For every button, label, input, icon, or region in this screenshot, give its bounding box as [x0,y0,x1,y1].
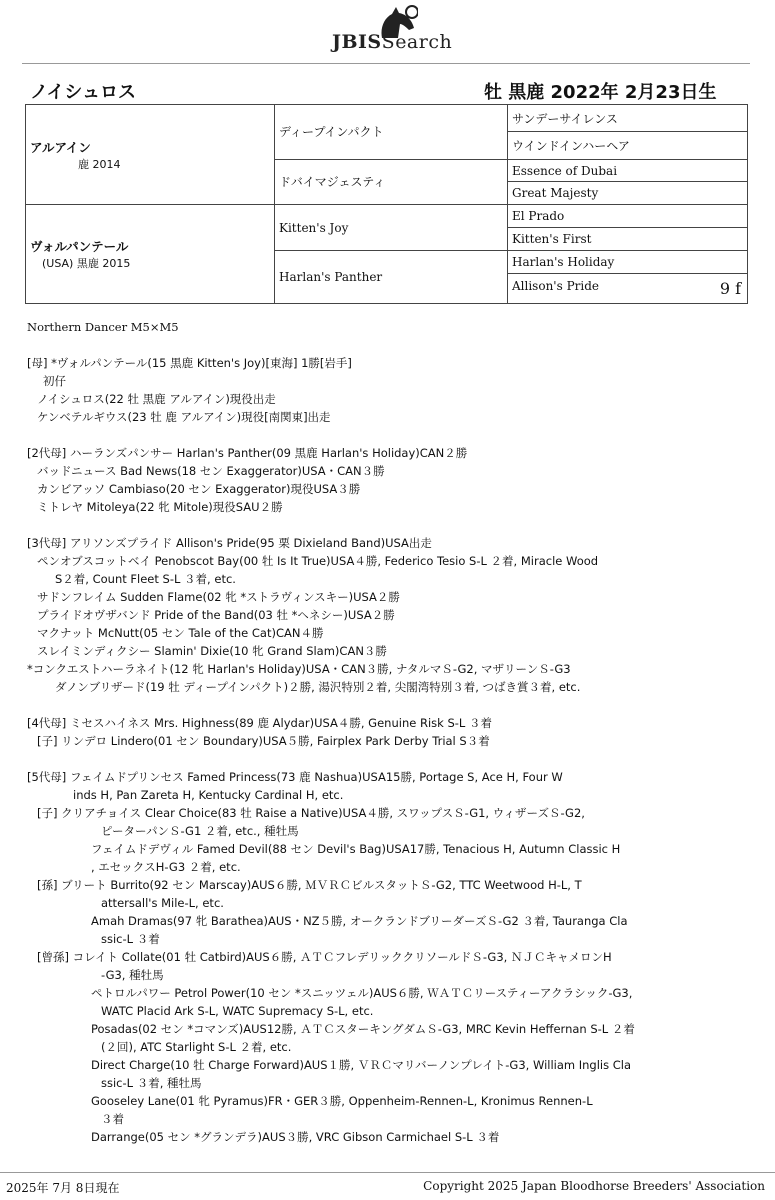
record-line: ３着 [101,1112,124,1126]
sire-cell [26,105,275,205]
record-line: [子] クリアチョイス Clear Choice(83 牡 Raise a Native)USA４勝, スワップスＳ-G1, ウィザーズＳ-G2, [37,806,585,820]
record-line: ペトロルパワー Petrol Power(10 セン *スニッツェル)AUS６勝, ＷＡＴＣリースティーアクラシック-G3, [91,986,633,1000]
pedigree-table [25,104,748,304]
record-line: *コンクエストハーラネイト(12 牝 Harlan's Holiday)USA・CAN３勝, ナタルマＳ-G2, マザリーンＳ-G3 [27,662,571,676]
third-dam-line: [3代母] アリソンズプライド Allison's Pride(95 栗 Dixieland Band)USA出走 [27,536,432,550]
record-line: attersall's Mile-L, etc. [101,896,224,910]
pedigree-gen3-1: サンデーサイレンス [508,105,748,132]
site-logo[interactable] [0,0,775,58]
pedigree-gen2-1: ディープインパクト [275,105,508,160]
record-line: バッドニュース Bad News(18 セン Exaggerator)USA・CAN３勝 [37,464,385,478]
record-line: ssic-L ３着, 種牡馬 [101,1076,202,1090]
record-line: -G3, 種牡馬 [101,968,164,982]
record-line: ピーターパンＳ-G1 ２着, etc., 種牡馬 [101,824,299,838]
record-line: 初仔 [43,374,66,388]
pedigree-gen3-8: Allison's Pride 9 f [508,273,748,303]
pedigree-gen3-7: Harlan's Holiday [508,250,748,273]
record-line: ssic-L ３着 [101,932,160,946]
fourth-dam-line: [4代母] ミセスハイネス Mrs. Highness(89 鹿 Alydar)USA４勝, Genuine Risk S-L ３着 [27,716,492,730]
inbreeding-note: Northern Dancer M5×M5 [27,320,179,334]
second-dam-line: [2代母] ハーランズパンサー Harlan's Panther(09 黒鹿 Harlan's Holiday)CAN２勝 [27,446,468,460]
record-line: [子] リンデロ Lindero(01 セン Boundary)USA５勝, Fairplex Park Derby Trial S３着 [37,734,490,748]
record-line: [曾孫] コレイト Collate(01 牡 Catbird)AUS６勝, ＡＴＣフレデリッククリソールドＳ-G3, ＮＪＣキャメロンH [37,950,612,964]
record-line: カンビアッソ Cambiaso(20 セン Exaggerator)現役USA３勝 [37,482,361,496]
footer-date: 2025年 7月 8日現在 [6,1181,120,1195]
record-line: プライドオヴザバンド Pride of the Band(03 牡 *ヘネシー)USA２勝 [37,608,395,622]
dam-detail: (USA) 黒鹿 2015 [42,257,131,271]
family-record [27,318,727,1146]
dam-cell [26,205,275,304]
record-line: (２回), ATC Starlight S-L ２着, etc. [101,1040,292,1054]
record-line: inds H, Pan Zareta H, Kentucky Cardinal H, etc. [73,788,344,802]
pedigree-gen3-6: Kitten's First [508,228,748,251]
record-line: ノイシュロス(22 牡 黒鹿 アルアイン)現役出走 [37,392,276,406]
record-line: ケンベテルギウス(23 牡 鹿 アルアイン)現役[南関東]出走 [37,410,331,424]
record-line: Gooseley Lane(01 牝 Pyramus)FR・GER３勝, Oppenheim-Rennen-L, Kronimus Rennen-L [91,1094,593,1108]
pedigree-gen2-3: Kitten's Joy [275,205,508,251]
family-number: 9 f [719,278,741,298]
pedigree-gen3-2: ウインドインハーヘア [508,132,748,159]
record-line: Darrange(05 セン *グランデラ)AUS３勝, VRC Gibson Carmichael S-L ３着 [91,1130,500,1144]
pedigree-gen3-5: El Prado [508,205,748,228]
sire-name: アルアイン [30,139,91,155]
pedigree-gen3-4: Great Majesty [508,182,748,205]
record-line: WATC Placid Ark S-L, WATC Supremacy S-L, etc. [101,1004,374,1018]
logo-text: JBISSearch [332,31,453,53]
record-line: マクナット McNutt(05 セン Tale of the Cat)CAN４勝 [37,626,324,640]
pedigree-gen2-4: Harlan's Panther [275,250,508,303]
footer-divider [0,1172,775,1173]
record-line: Amah Dramas(97 牝 Barathea)AUS・NZ５勝, オークランドブリーダーズＳ-G2 ３着, Tauranga Cla [91,914,628,928]
dam-name: ヴォルパンテール [30,239,129,255]
horse-info: 牡 黒鹿 2022年 2月23日生 [484,82,717,103]
record-line: スレイミンディクシー Slamin' Dixie(10 牝 Grand Slam)CAN３勝 [37,644,387,658]
record-line: フェイムドデヴィル Famed Devil(88 セン Devil's Bag)USA17勝, Tenacious H, Autumn Classic H [91,842,621,856]
dam-line: [母] *ヴォルパンテール(15 黒鹿 Kitten's Joy)[東海] 1勝[岩手] [27,356,352,370]
record-line: S２着, Count Fleet S-L ３着, etc. [55,572,236,586]
record-line: サドンフレイム Sudden Flame(02 牝 *ストラヴィンスキー)USA２勝 [37,590,400,604]
header-divider [22,63,750,64]
record-line: , エセックスH-G3 ２着, etc. [91,860,241,874]
record-line: ダノンブリザード(19 牡 ディープインパクト)２勝, 湯沢特別２着, 尖閣湾特別３着, つばき賞３着, etc. [55,680,581,694]
record-line: Posadas(02 セン *コマンズ)AUS12勝, ＡＴＣスターキングダムＳ-G3, MRC Kevin Heffernan S-L ２着 [91,1022,635,1036]
pedigree-gen2-2: ドバイマジェスティ [275,159,508,205]
record-line: [孫] ブリート Burrito(92 セン Marscay)AUS６勝, ＭＶＲＣビルスタットＳ-G2, TTC Weetwood H-L, T [37,878,582,892]
record-line: ペンオブスコットベイ Penobscot Bay(00 牡 Is It True)USA４勝, Federico Tesio S-L ２着, Miracle Wood [37,554,599,568]
sire-detail: 鹿 2014 [78,157,121,171]
footer-copyright: Copyright 2025 Japan Bloodhorse Breeders' Association [423,1179,765,1193]
pedigree-gen3-3: Essence of Dubai [508,159,748,182]
record-line: Direct Charge(10 牡 Charge Forward)AUS１勝, ＶＲＣマリバーノンプレイト-G3, William Inglis Cla [91,1058,632,1072]
horse-name: ノイシュロス [30,82,137,103]
fifth-dam-line: [5代母] フェイムドプリンセス Famed Princess(73 鹿 Nashua)USA15勝, Portage S, Ace H, Four W [27,770,563,784]
record-line: ミトレヤ Mitoleya(22 牝 Mitole)現役SAU２勝 [37,500,283,514]
